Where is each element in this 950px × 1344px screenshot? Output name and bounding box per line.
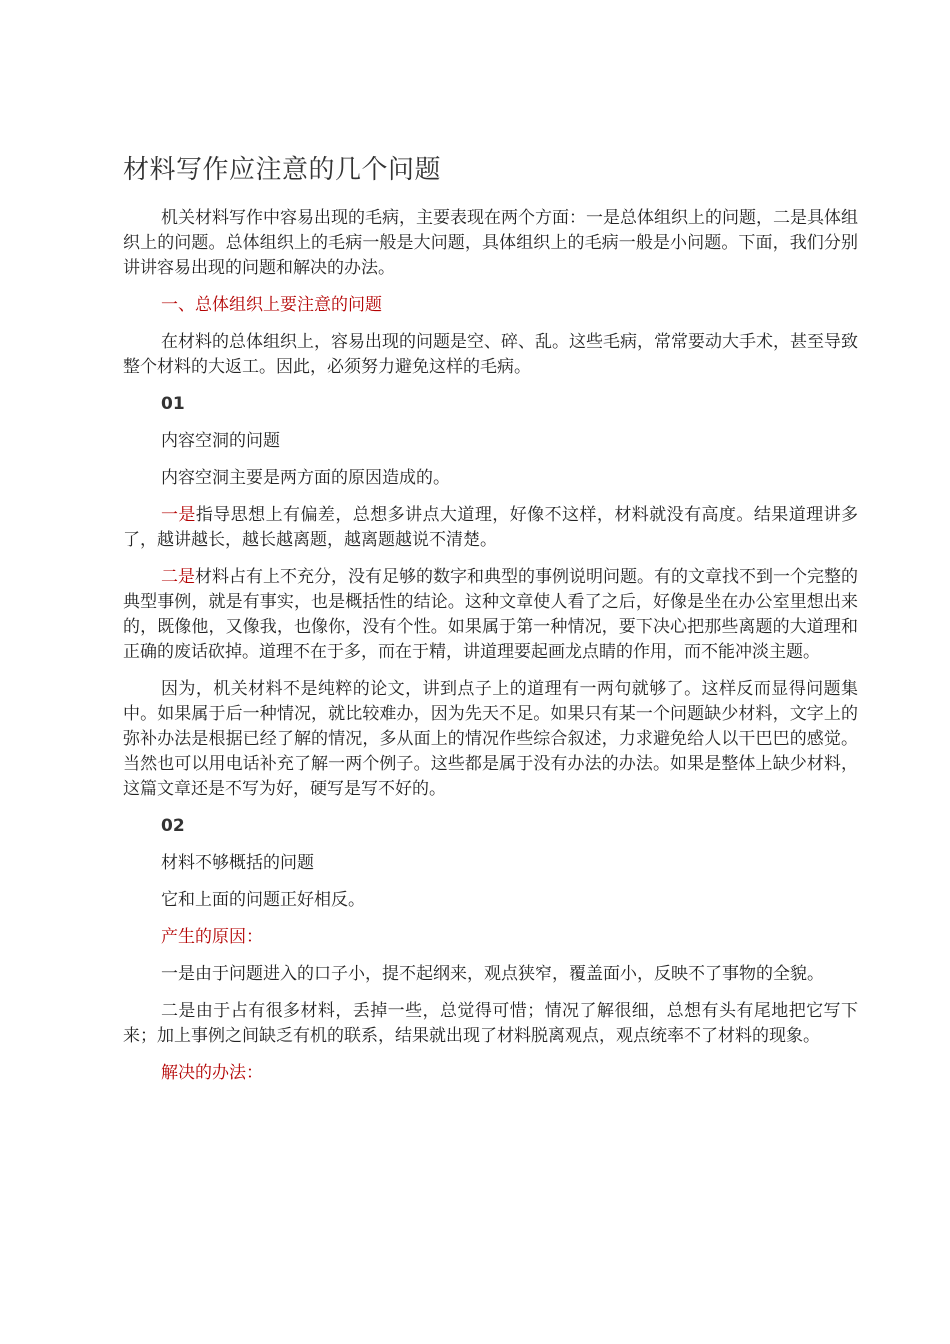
item1-point2-text: 材料占有上不充分，没有足够的数字和典型的事例说明问题。有的文章找不到一个完整的典型事例，就是有事实，也是概括性的结论。这种文章使人看了之后，好像是坐在办公室里想出来的，既像他，又像我，也像你，没有个性。如果属于第一种情况，要下决心把那些离题的大道理和正确的废话砍掉。道理不在于多，而在于精，讲道理要起画龙点睛的作用，而不能冲淡主题。 <box>123 567 858 662</box>
section1-heading: 一、总体组织上要注意的问题 <box>161 295 382 315</box>
item2-solution-label: 解决的办法： <box>161 1063 263 1083</box>
item2-number: 02 <box>161 816 185 836</box>
item2-cause1: 一是由于问题进入的口子小，提不起纲来，观点狭窄，覆盖面小，反映不了事物的全貌。 <box>161 964 824 984</box>
page-title: 材料写作应注意的几个问题 <box>123 155 442 185</box>
intro-paragraph: 机关材料写作中容易出现的毛病，主要表现在两个方面：一是总体组织上的问题，二是具体组织上的问题。总体组织上的毛病一般是大问题，具体组织上的毛病一般是小问题。下面，我们分别讲讲容易出现的问题和解决的办法。 <box>123 208 858 278</box>
item1-lead: 内容空洞主要是两方面的原因造成的。 <box>161 468 450 488</box>
item1-point1-label: 一是 <box>161 505 196 525</box>
item1-point1 <box>123 503 858 553</box>
item1-point2 <box>123 565 858 665</box>
document-page <box>123 150 858 1098</box>
item2-cause2: 二是由于占有很多材料，丢掉一些，总觉得可惜；情况了解很细，总想有头有尾地把它写下来；加上事例之间缺乏有机的联系，结果就出现了材料脱离观点，观点统率不了材料的现象。 <box>123 1001 858 1046</box>
item2-heading: 材料不够概括的问题 <box>161 853 314 873</box>
item1-heading: 内容空洞的问题 <box>161 431 280 451</box>
item2-cause-label: 产生的原因： <box>161 927 263 947</box>
item1-point2-label: 二是 <box>161 567 195 587</box>
item1-number: 01 <box>161 394 185 414</box>
section1-intro: 在材料的总体组织上，容易出现的问题是空、碎、乱。这些毛病，常常要动大手术，甚至导致整个材料的大返工。因此，必须努力避免这样的毛病。 <box>123 332 858 377</box>
item1-point1-text: 指导思想上有偏差，总想多讲点大道理，好像不这样，材料就没有高度。结果道理讲多了，越讲越长，越长越离题，越离题越说不清楚。 <box>123 505 859 550</box>
item1-paragraph3: 因为，机关材料不是纯粹的论文，讲到点子上的道理有一两句就够了。这样反而显得问题集中。如果属于后一种情况，就比较难办，因为先天不足。如果只有某一个问题缺少材料，文字上的弥补办法是根据已经了解的情况，多从面上的情况作些综合叙述，力求避免给人以干巴巴的感觉。当然也可以用电话补充了解一两个例子。这些都是属于没有办法的办法。如果是整体上缺少材料，这篇文章还是不写为好，硬写是写不好的。 <box>123 679 858 799</box>
item2-lead: 它和上面的问题正好相反。 <box>161 890 365 910</box>
